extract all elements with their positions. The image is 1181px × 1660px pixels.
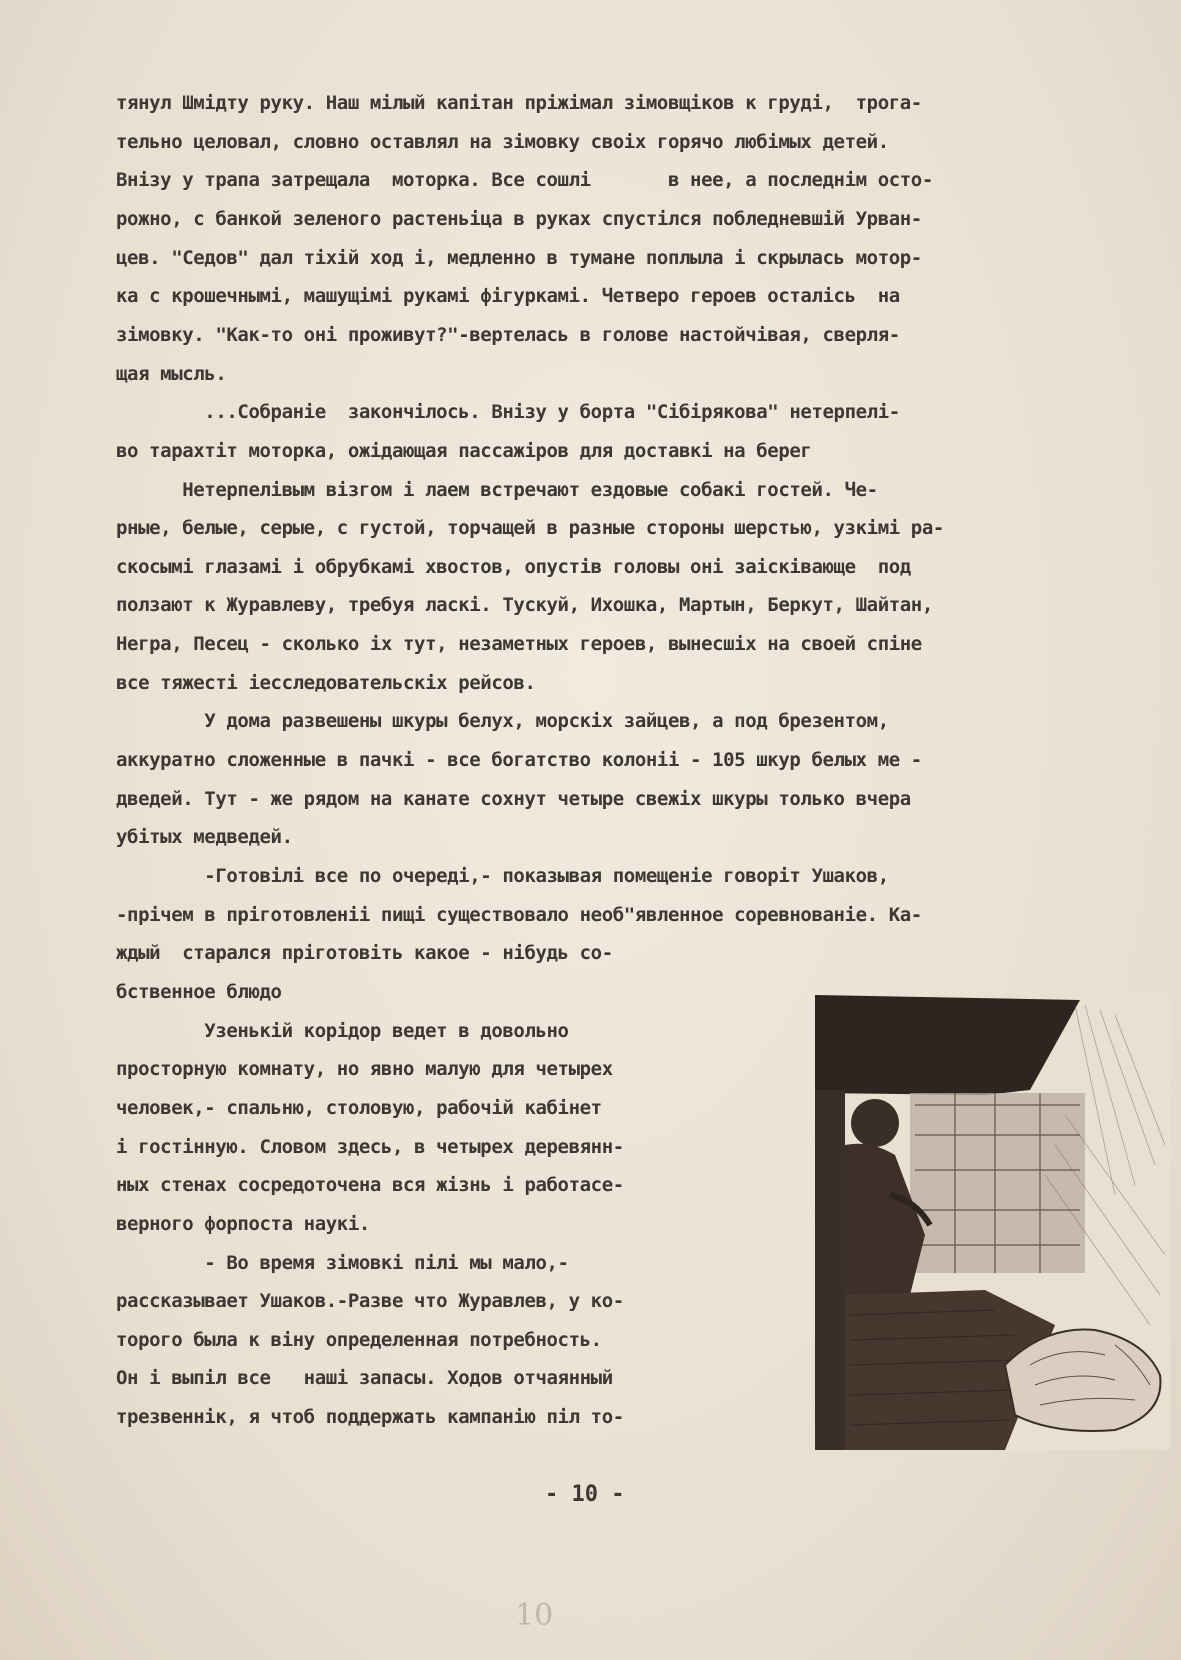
text-line: торого была к віну определенная потребность.	[116, 1328, 602, 1351]
text-line: ползают к Журавлеву, требуя ласкі. Тускуй, Ихошка, Мартын, Беркут, Шайтан,	[116, 594, 933, 617]
text-line: Он і выпіл все наші запасы. Ходов отчаянный	[116, 1367, 613, 1390]
text-line: щая мысль.	[116, 362, 227, 385]
text-line: ждый старался пріготовіть какое - нібудь со-	[116, 942, 613, 965]
text-line: рассказывает Ушаков.-Разве что Журавлев, у ко-	[116, 1290, 624, 1313]
text-line: тянул Шмідту руку. Наш мілый капітан пріжімал зімовщіков к груді, трогa-	[116, 92, 922, 114]
text-line: человек,- спальню, столовую, рабочій кабінет	[116, 1096, 602, 1119]
text-line: дведей. Тут - же рядом на канате сохнут четыре свежіх шкуры только вчера	[116, 787, 911, 810]
text-line: просторную комнату, но явно малую для четырех	[116, 1058, 613, 1081]
ink-sketch-illustration	[815, 995, 1170, 1450]
page-number: - 10 -	[545, 1482, 625, 1507]
text-line: - Во время зімовкі пілі мы мало,-	[116, 1251, 569, 1274]
text-line: У дома развешены шкуры белух, морскіх зайцев, а под брезентом,	[116, 710, 889, 733]
text-line: Нетерпелівым візгом і лаем встречают ездовые собакі гостей. Че-	[116, 478, 878, 501]
text-line: ных стенах сосредоточена вся жізнь і работасе-	[116, 1174, 624, 1197]
text-line: тельно целовал, словно оставлял на зімовку своіх горячо любімых детей.	[116, 130, 889, 153]
pencil-page-number: 10	[515, 1598, 554, 1633]
text-line: Внізу у трапа затрещала моторка. Все сошлі в нее, а последнім осто-	[116, 169, 933, 192]
text-line: скосымі глазамі і обрубкамі хвостов, опустів головы оні заісківающе под	[116, 555, 911, 578]
text-line: -Готовілі все по очереді,- показывая помещеніе говоріт Ушаков,	[116, 865, 889, 887]
text-line: -прічем в пріготовленіі пищі существовало необ"явленное соревнованіе. Ка-	[116, 903, 922, 926]
text-line: аккуратно сложенные в пачкі - все богатство колоніі - 105 шкур белых ме -	[116, 749, 922, 772]
text-line: Негра, Песец - сколько іх тут, незаметных героев, вынесшіх на своей спіне	[116, 633, 922, 656]
text-line: цев. "Седов" дал тіхій ход і, медленно в тумане поплыла і скрылась мотор-	[116, 246, 922, 269]
text-line: убітых медведей.	[116, 826, 293, 849]
text-line: рожно, с банкой зеленого растеньіца в руках спустілся побледневшій Урван-	[116, 207, 922, 230]
text-line: во тарахтіт моторка, ожідающая пассажіров для доставкі на берег	[116, 439, 812, 462]
text-line: Узенькій корідор ведет в довольно	[116, 1019, 569, 1042]
text-line: верного форпоста наукі.	[116, 1212, 370, 1235]
text-line: трезвеннік, я чтоб поддержать кампанію піл то-	[116, 1406, 624, 1429]
text-line: зімовку. "Как-то оні проживут?"-вертелась в голове настойчівая, сверля-	[116, 323, 900, 346]
text-line: все тяжесті іесследовательскіх рейсов.	[116, 671, 536, 694]
text-line: ка с крошечнымі, машущімі рукамі фігуркамі. Четверо героев осталісь на	[116, 285, 900, 308]
text-line: рные, белые, серые, с густой, торчащей в разные стороны шерстью, узкімі ра-	[116, 517, 944, 540]
text-line: бственное блюдо	[116, 980, 282, 1003]
text-line: і гостінную. Словом здесь, в четырех деревянн-	[116, 1135, 624, 1158]
text-line: ...Собраніе закончілось. Внізу у борта "Сібірякова" нетерпелі-	[116, 401, 900, 424]
